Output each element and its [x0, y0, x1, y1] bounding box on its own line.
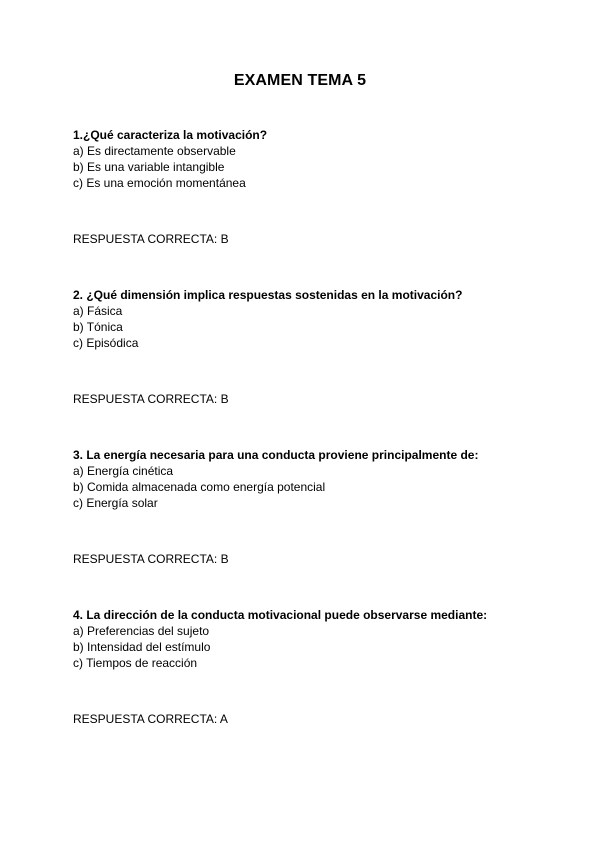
option-c: c) Es una emoción momentánea	[73, 176, 246, 190]
question-4	[73, 607, 553, 671]
correct-answer-3: RESPUESTA CORRECTA: B	[73, 552, 229, 566]
question-text: 4. La dirección de la conducta motivacional puede observarse mediante:	[73, 608, 488, 622]
question-1	[73, 127, 553, 191]
page-title: EXAMEN TEMA 5	[233, 72, 367, 89]
question-text: 1.¿Qué caracteriza la motivación?	[73, 128, 268, 142]
option-b: b) Tónica	[73, 320, 123, 334]
option-a: a) Preferencias del sujeto	[73, 624, 210, 638]
option-a: a) Energía cinética	[73, 464, 174, 478]
option-b: b) Es una variable intangible	[73, 160, 225, 174]
question-text: 3. La energía necesaria para una conducta proviene principalmente de:	[73, 448, 479, 462]
option-a: a) Es directamente observable	[73, 144, 236, 158]
option-b: b) Intensidad del estímulo	[73, 640, 211, 654]
correct-answer-2: RESPUESTA CORRECTA: B	[73, 392, 229, 406]
correct-answer-4: RESPUESTA CORRECTA: A	[73, 712, 228, 726]
correct-answer-1: RESPUESTA CORRECTA: B	[73, 232, 229, 246]
option-c: c) Tiempos de reacción	[73, 656, 198, 670]
option-c: c) Energía solar	[73, 496, 158, 510]
question-text: 2. ¿Qué dimensión implica respuestas sostenidas en la motivación?	[73, 288, 463, 302]
option-a: a) Fásica	[73, 304, 123, 318]
option-b: b) Comida almacenada como energía potencial	[73, 480, 326, 494]
question-3	[73, 447, 553, 511]
option-c: c) Episódica	[73, 336, 139, 350]
question-2	[73, 287, 553, 351]
